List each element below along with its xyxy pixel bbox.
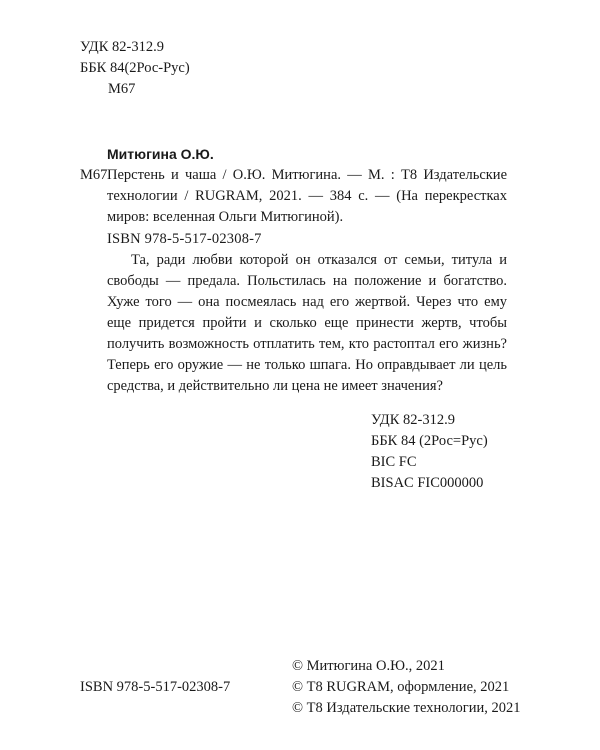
bic-code: BIC FC xyxy=(371,454,417,470)
isbn-catalog: ISBN 978-5-517-02308-7 xyxy=(107,231,262,247)
copyright-line: © Т8 RUGRAM, оформление, 2021 xyxy=(292,679,510,695)
bbk-code: ББК 84(2Рос-Рус) xyxy=(80,60,190,76)
copyright-line: © Т8 Издательские технологии, 2021 xyxy=(292,700,521,716)
bbk-code-bottom: ББК 84 (2Рос=Рус) xyxy=(371,433,488,449)
annotation-text: Та, ради любви которой он отказался от семьи, титула и свободы — предала. Польстилась на положение и богатство. Хуже того — она посмеялась над его жертвой. Через что ему еще придется пройти и сколько еще принести жертв, чтобы получить возможность отплатить тем, кто растоптал его жизнь? Теперь его оружие — не только шпага. Но оправдывает ли цель средства, и действительно ли цена не имеет значения? xyxy=(107,252,507,394)
author-name: Митюгина О.Ю. xyxy=(107,146,214,162)
copyright-notices xyxy=(292,656,521,719)
annotation xyxy=(107,250,507,397)
udk-code: УДК 82-312.9 xyxy=(80,39,164,55)
catalog-cutter-code: М67 xyxy=(80,167,108,183)
isbn-footer: ISBN 978-5-517-02308-7 xyxy=(80,679,231,695)
bottom-classification-codes xyxy=(371,410,488,494)
cutter-code: М67 xyxy=(108,81,136,97)
udk-code-bottom: УДК 82-312.9 xyxy=(371,412,455,428)
top-classification-codes xyxy=(80,37,190,100)
bibliographic-description: Перстень и чаша / О.Ю. Митюгина. — М. : Т8 Издательские технологии / RUGRAM, 2021. — 384 с. — (На перекрестках миров: вселенная Ольги Митюгиной). xyxy=(107,167,507,225)
copyright-line: © Митюгина О.Ю., 2021 xyxy=(292,658,445,674)
bisac-code: BISAC FIC000000 xyxy=(371,475,484,491)
